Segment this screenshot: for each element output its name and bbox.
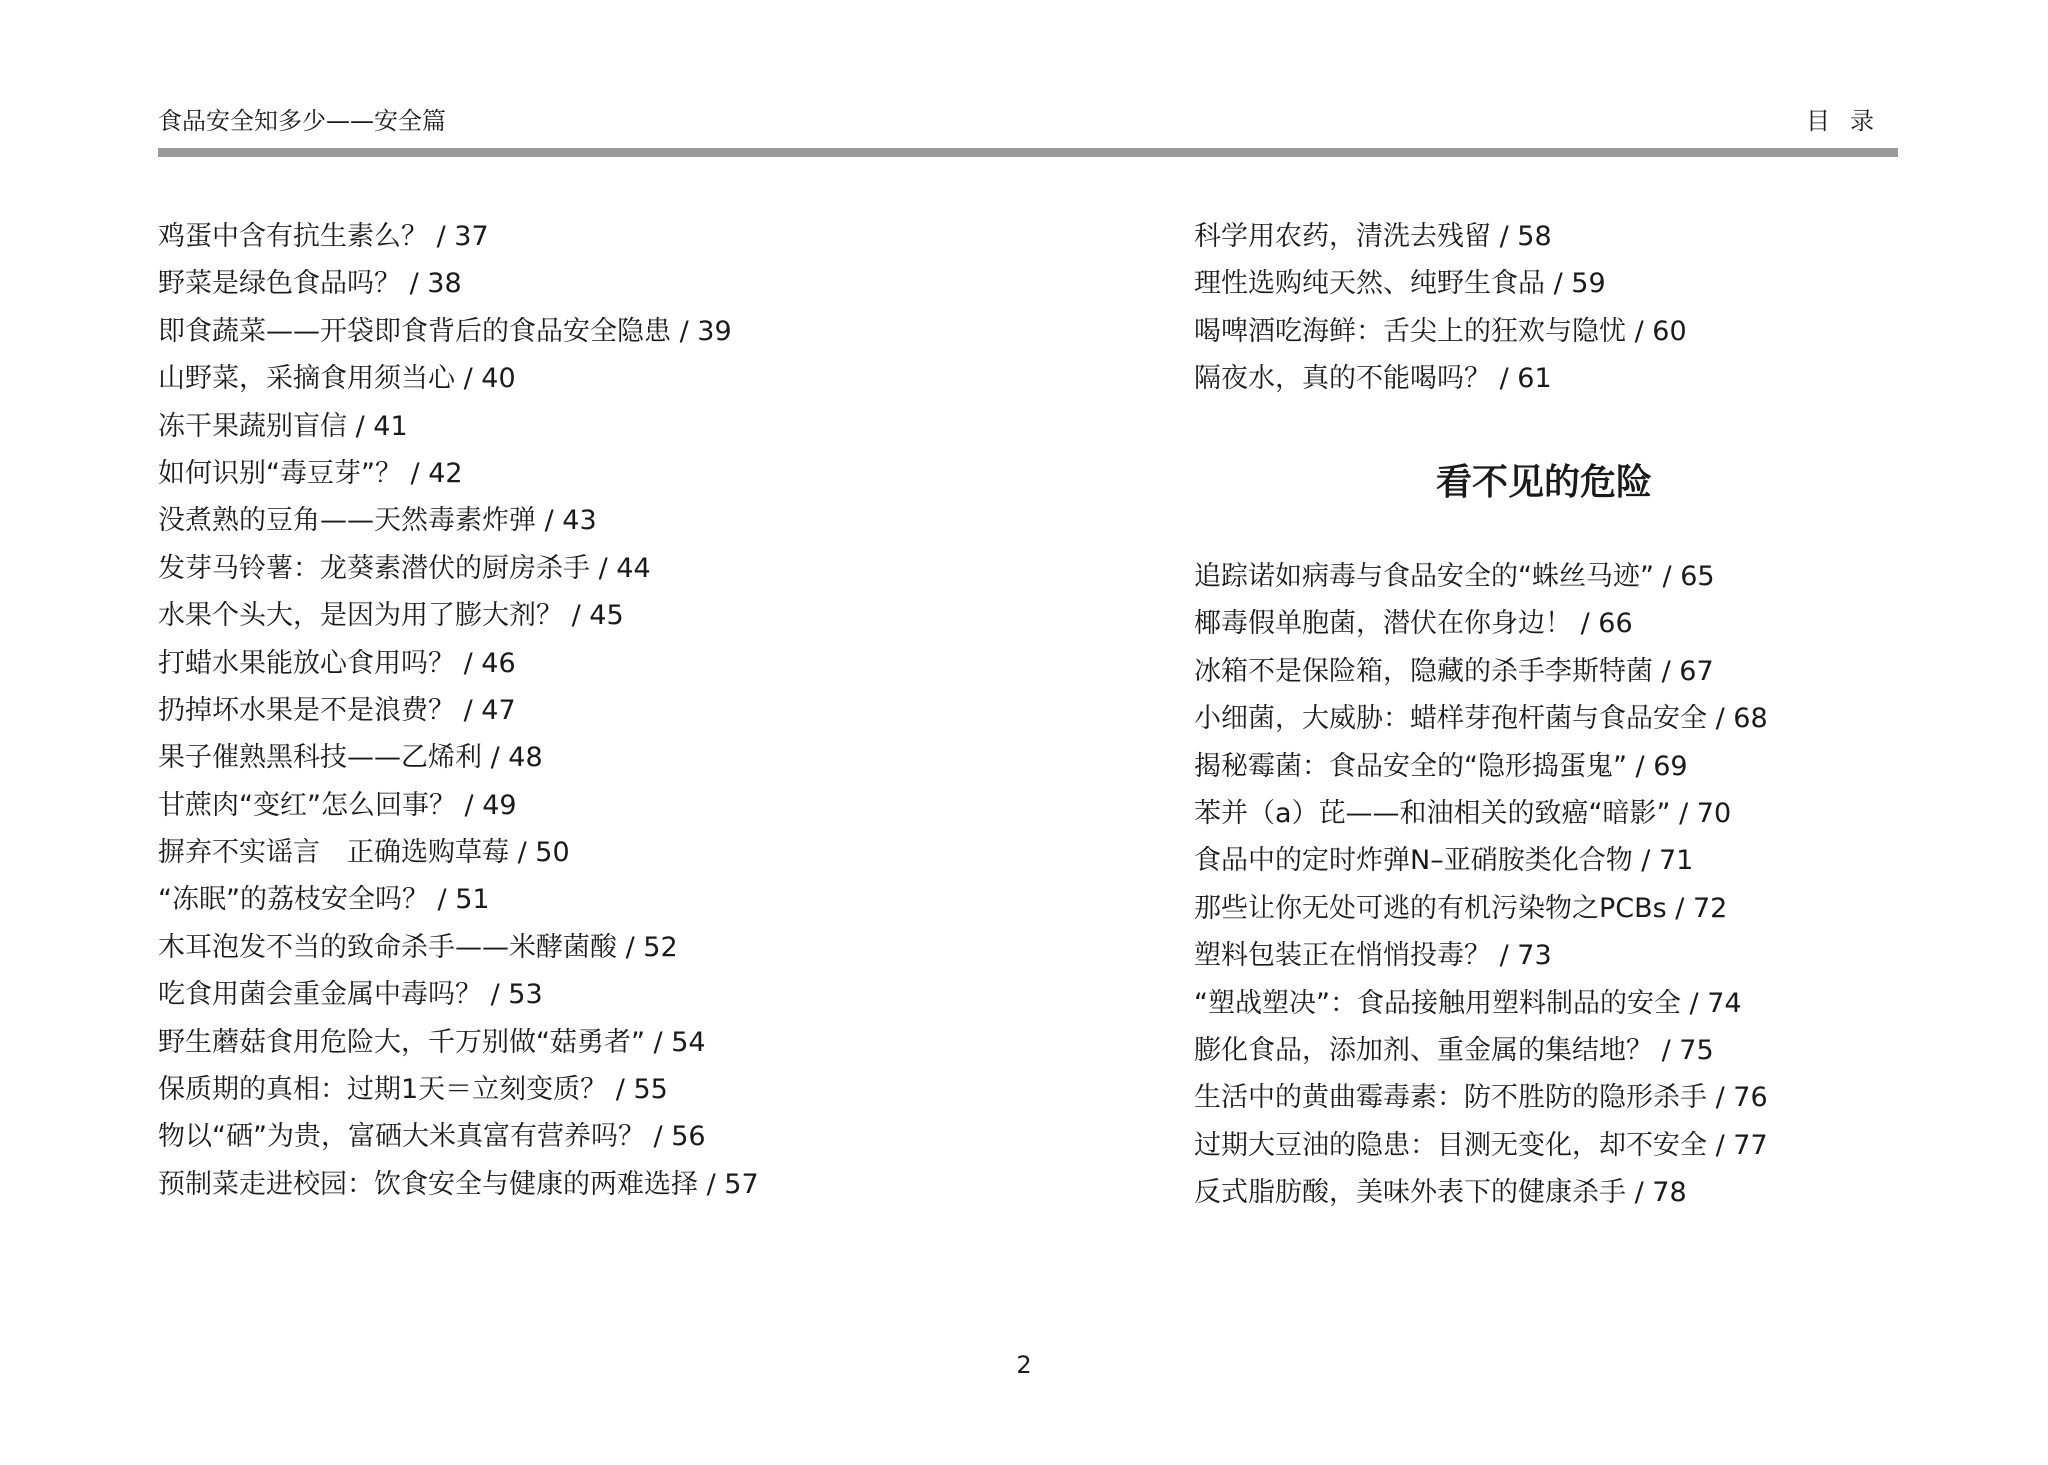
toc-entry: 小细菌，大威胁：蜡样芽孢杆菌与食品安全 / 68 [1194, 703, 1768, 735]
toc-entry: 吃食用菌会重金属中毒吗？ / 53 [158, 979, 543, 1011]
toc-entry: 如何识别“毒豆芽”？ / 42 [158, 457, 463, 489]
toc-entry: 水果个头大，是因为用了膨大剂？ / 45 [158, 600, 624, 632]
toc-entry: “塑战塑决”：食品接触用塑料制品的安全 / 74 [1194, 987, 1742, 1019]
toc-entry: 野生蘑菇食用危险大，千万别做“菇勇者” / 54 [158, 1026, 706, 1058]
toc-entry: 冻干果蔬别盲信 / 41 [158, 410, 408, 442]
toc-entry: 山野菜，采摘食用须当心 / 40 [158, 363, 516, 395]
toc-entry: 摒弃不实谣言 正确选购草莓 / 50 [158, 837, 570, 869]
toc-entry: 物以“硒”为贵，富硒大米真富有营养吗？ / 56 [158, 1121, 706, 1153]
toc-entry: 食品中的定时炸弹N–亚硝胺类化合物 / 71 [1194, 845, 1694, 877]
toc-entry: 冰箱不是保险箱，隐藏的杀手李斯特菌 / 67 [1194, 655, 1714, 687]
toc-entry: 发芽马铃薯：龙葵素潜伏的厨房杀手 / 44 [158, 552, 651, 584]
toc-entry: 果子催熟黑科技——乙烯利 / 48 [158, 742, 543, 774]
toc-entry: 没煮熟的豆角——天然毒素炸弹 / 43 [158, 505, 597, 537]
section-label: 目录 [1806, 107, 1894, 135]
toc-entry: 保质期的真相：过期1天＝立刻变质？ / 55 [158, 1074, 668, 1106]
toc-entry: 预制菜走进校园：饮食安全与健康的两难选择 / 57 [158, 1168, 759, 1200]
toc-left-column [158, 213, 759, 1208]
toc-entry: 苯并（a）芘——和油相关的致癌“暗影” / 70 [1194, 797, 1732, 829]
toc-right-column-bottom [1194, 553, 1768, 1216]
toc-entry: 木耳泡发不当的致命杀手——米酵菌酸 / 52 [158, 931, 678, 963]
toc-entry: 追踪诺如病毒与食品安全的“蛛丝马迹” / 65 [1194, 561, 1715, 592]
toc-entry: 生活中的黄曲霉毒素：防不胜防的隐形杀手 / 76 [1194, 1082, 1768, 1114]
toc-entry: 揭秘霉菌：食品安全的“隐形捣蛋鬼” / 69 [1194, 750, 1688, 782]
toc-entry: 喝啤酒吃海鲜：舌尖上的狂欢与隐忧 / 60 [1194, 315, 1687, 347]
toc-entry: 反式脂肪酸，美味外表下的健康杀手 / 78 [1194, 1177, 1687, 1209]
toc-entry: 打蜡水果能放心食用吗？ / 46 [158, 647, 516, 679]
toc-entry: 椰毒假单胞菌，潜伏在你身边！ / 66 [1194, 608, 1633, 640]
toc-entry: “冻眠”的荔枝安全吗？ / 51 [158, 884, 490, 916]
section-heading: 看不见的危险 [1435, 462, 1652, 503]
toc-entry: 塑料包装正在悄悄投毒？ / 73 [1194, 940, 1552, 972]
toc-entry: 野菜是绿色食品吗？ / 38 [158, 268, 462, 300]
toc-entry: 鸡蛋中含有抗生素么？ / 37 [158, 221, 489, 252]
toc-right-column-top [1194, 213, 1687, 403]
page-number: 2 [1016, 1351, 1032, 1379]
toc-entry: 理性选购纯天然、纯野生食品 / 59 [1194, 268, 1606, 300]
toc-entry: 那些让你无处可逃的有机污染物之PCBs / 72 [1194, 892, 1728, 924]
header-rule [158, 148, 1898, 157]
toc-entry: 甘蔗肉“变红”怎么回事？ / 49 [158, 789, 517, 821]
toc-entry: 科学用农药，清洗去残留 / 58 [1194, 221, 1552, 252]
toc-entry: 隔夜水，真的不能喝吗？ / 61 [1194, 363, 1552, 395]
toc-entry: 扔掉坏水果是不是浪费？ / 47 [158, 694, 516, 726]
toc-entry: 即食蔬菜——开袋即食背后的食品安全隐患 / 39 [158, 315, 732, 347]
toc-entry: 过期大豆油的隐患：目测无变化，却不安全 / 77 [1194, 1129, 1768, 1161]
book-title: 食品安全知多少——安全篇 [158, 107, 446, 135]
toc-entry: 膨化食品，添加剂、重金属的集结地？ / 75 [1194, 1034, 1714, 1066]
